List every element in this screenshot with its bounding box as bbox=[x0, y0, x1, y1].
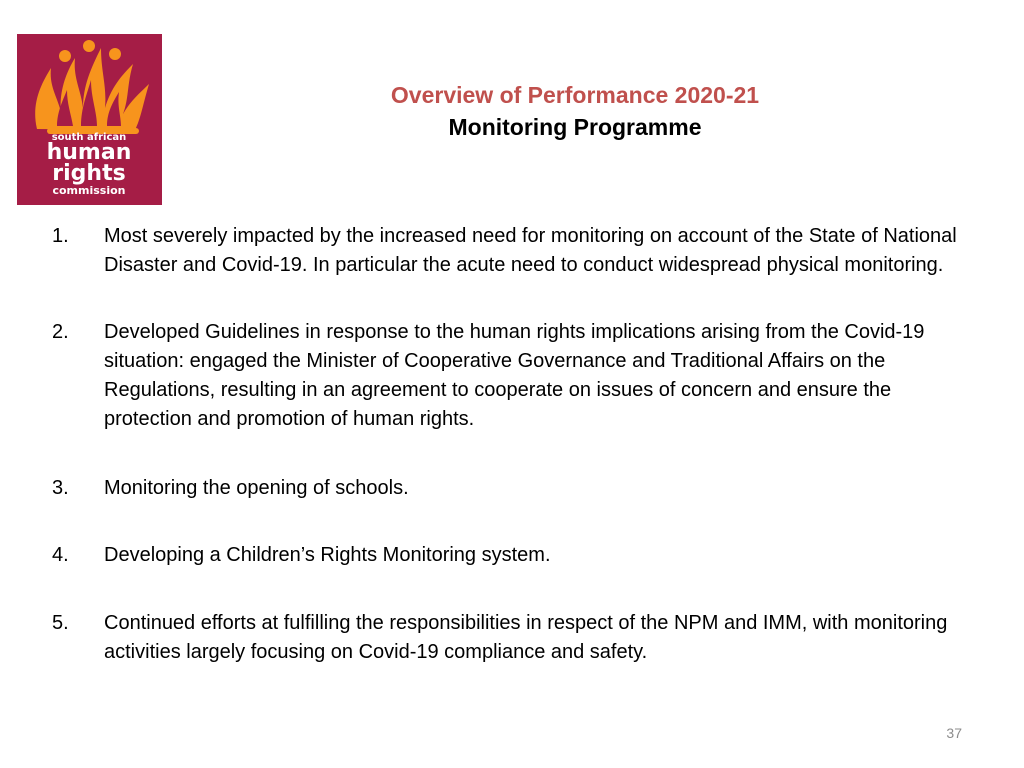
list-item-text: Continued efforts at fulfilling the responsibilities in respect of the NPM and IMM, with monitoring activities largely focusing on Covid-19 compliance and safety. bbox=[104, 612, 948, 663]
list-item-number: 5. bbox=[52, 612, 69, 634]
list-item-number: 3. bbox=[52, 477, 69, 499]
list-item-number: 1. bbox=[52, 225, 69, 247]
logo-line-3: rights bbox=[52, 161, 126, 186]
list-item bbox=[52, 318, 962, 434]
page-number: 37 bbox=[946, 725, 962, 741]
performance-list bbox=[52, 222, 962, 667]
list-item bbox=[52, 609, 962, 667]
logo-line-4: commission bbox=[52, 184, 126, 197]
list-item-text: Developed Guidelines in response to the human rights implications arising from the Covid-19 situation: engaged the Minister of Cooperative Governance and Traditional Affairs on the Regulations, resulting in an agreement to cooperate on issues of concern and ensure the protection and promotion of human rights. bbox=[104, 321, 925, 430]
slide-header bbox=[300, 80, 850, 144]
list-item-number: 2. bbox=[52, 321, 69, 343]
sahrc-logo bbox=[17, 34, 162, 205]
list-item-text: Developing a Children’s Rights Monitoring system. bbox=[104, 544, 551, 566]
slide-subtitle: Monitoring Programme bbox=[448, 114, 702, 140]
list-item-number: 4. bbox=[52, 544, 69, 566]
list-item bbox=[52, 474, 962, 503]
list-item bbox=[52, 222, 962, 280]
list-item-text: Most severely impacted by the increased need for monitoring on account of the State of National Disaster and Covid-19. In particular the acute need to conduct widespread physical monitoring. bbox=[104, 225, 957, 276]
slide-title: Overview of Performance 2020-21 bbox=[390, 82, 760, 108]
list-item-text: Monitoring the opening of schools. bbox=[104, 477, 409, 499]
logo-line-1: south african bbox=[51, 132, 127, 143]
logo-line-2: human bbox=[46, 140, 132, 165]
flame-people-icon bbox=[17, 34, 162, 205]
list-item bbox=[52, 541, 962, 570]
